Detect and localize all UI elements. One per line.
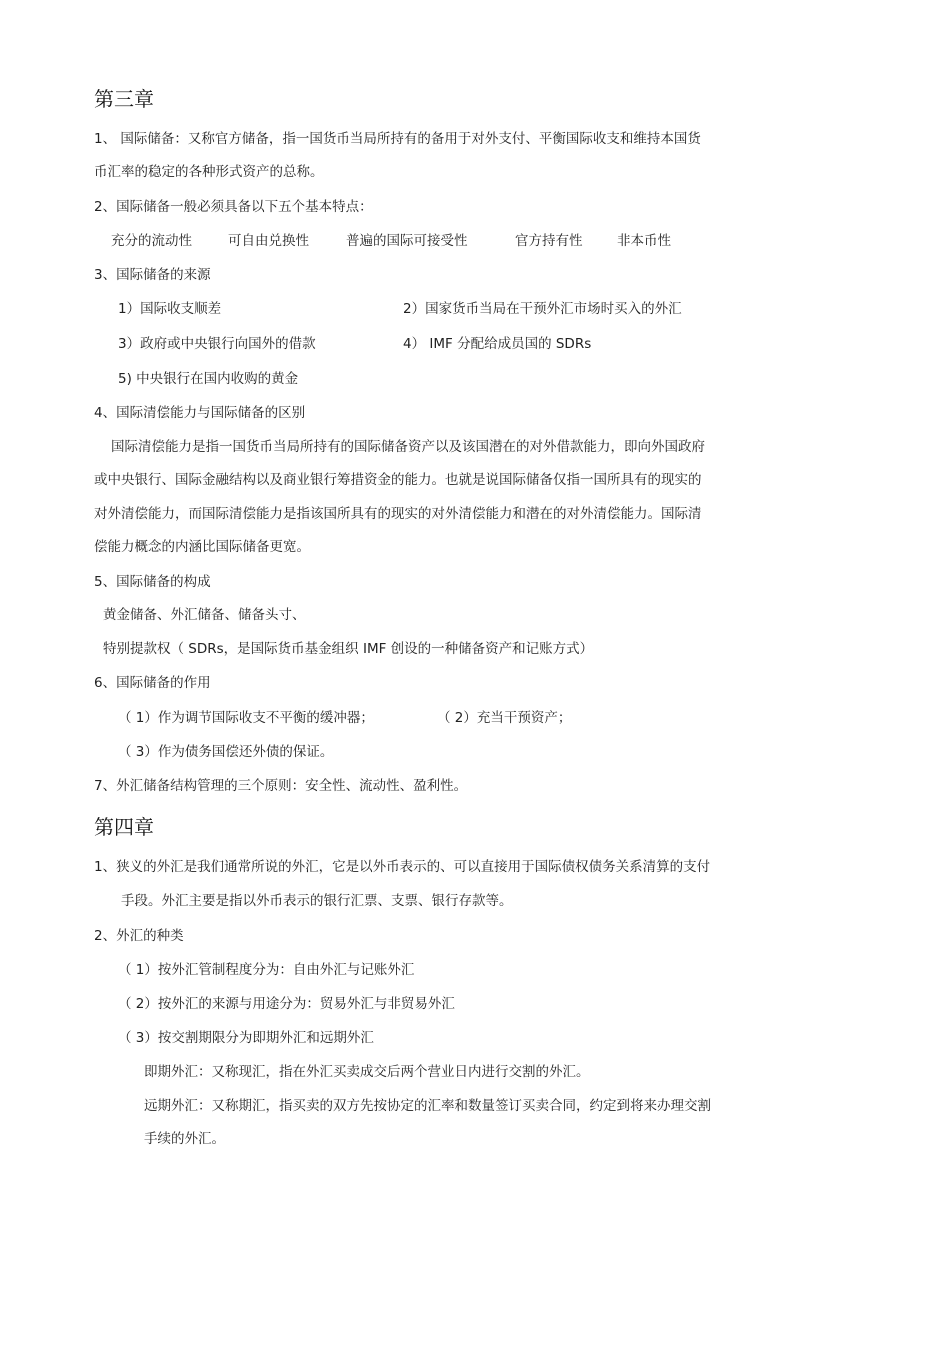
ch3-source-5: 5) 中央银行在国内收购的黄金 [118,371,299,387]
ch3-feature-5: 非本币性 [617,233,671,249]
ch3-item7: 7、外汇储备结构管理的三个原则：安全性、流动性、盈利性。 [94,778,468,794]
ch3-item4-line4: 偿能力概念的内涵比国际储备更宽。 [94,539,310,555]
ch3-feature-3: 普遍的国际可接受性 [346,233,468,249]
ch3-feature-2: 可自由兑换性 [228,233,309,249]
ch3-item5-line1: 黄金储备、外汇储备、储备头寸、 [103,607,306,623]
ch4-type-2: （ 2）按外汇的来源与用途分为：贸易外汇与非贸易外汇 [118,996,455,1012]
ch4-forward-definition-line1: 远期外汇：又称期汇，指买卖的双方先按协定的汇率和数量签订买卖合同，约定到将来办理交割 [144,1098,711,1114]
ch3-source-4: 4） IMF 分配给成员国的 SDRs [403,336,592,352]
ch3-item4-line3: 对外清偿能力，而国际清偿能力是指该国所具有的现实的对外清偿能力和潜在的对外清偿能力。国际清 [94,506,702,522]
ch3-role-2: （ 2）充当干预资产； [437,710,572,726]
ch3-feature-1: 充分的流动性 [111,233,192,249]
ch3-item4-line2: 或中央银行、国际金融结构以及商业银行筹措资金的能力。也就是说国际储备仅指一国所具有的现实的 [94,472,702,488]
chapter-4-title: 第四章 [94,815,154,839]
ch4-type-1: （ 1）按外汇管制程度分为：自由外汇与记账外汇 [118,962,415,978]
ch3-item4-heading: 4、国际清偿能力与国际储备的区别 [94,405,306,421]
ch3-source-2: 2）国家货币当局在干预外汇市场时买入的外汇 [403,301,682,317]
ch4-item1-line2: 手段。外汇主要是指以外币表示的银行汇票、支票、银行存款等。 [121,893,513,909]
ch4-item1-line1: 1、狭义的外汇是我们通常所说的外汇，它是以外币表示的、可以直接用于国际债权债务关系清算的支付 [94,859,711,875]
ch3-role-1: （ 1）作为调节国际收支不平衡的缓冲器； [118,710,374,726]
ch3-feature-4: 官方持有性 [515,233,583,249]
ch3-item1-line2: 币汇率的稳定的各种形式资产的总称。 [94,164,324,180]
ch3-item3-heading: 3、国际储备的来源 [94,267,211,283]
ch4-item2-heading: 2、外汇的种类 [94,928,184,944]
ch4-forward-definition-line2: 手续的外汇。 [144,1131,225,1147]
ch4-type-3: （ 3）按交割期限分为即期外汇和远期外汇 [118,1030,374,1046]
chapter-3-title: 第三章 [94,87,154,111]
ch4-spot-definition: 即期外汇：又称现汇，指在外汇买卖成交后两个营业日内进行交割的外汇。 [144,1064,590,1080]
ch3-role-3: （ 3）作为债务国偿还外债的保证。 [118,744,334,760]
ch3-source-3: 3）政府或中央银行向国外的借款 [118,336,316,352]
ch3-item2-heading: 2、国际储备一般必须具备以下五个基本特点： [94,199,373,215]
ch3-item4-line1: 国际清偿能力是指一国货币当局所持有的国际储备资产以及该国潜在的对外借款能力，即向外国政府 [111,439,705,455]
ch3-source-1: 1）国际收支顺差 [118,301,222,317]
ch3-item5-line2: 特别提款权（ SDRs，是国际货币基金组织 IMF 创设的一种储备资产和记账方式） [103,641,594,657]
ch3-item6-heading: 6、国际储备的作用 [94,675,211,691]
ch3-item5-heading: 5、国际储备的构成 [94,574,211,590]
ch3-item1-line1: 1、 国际储备：又称官方储备，指一国货币当局所持有的备用于对外支付、平衡国际收支和维持本国货 [94,131,701,147]
